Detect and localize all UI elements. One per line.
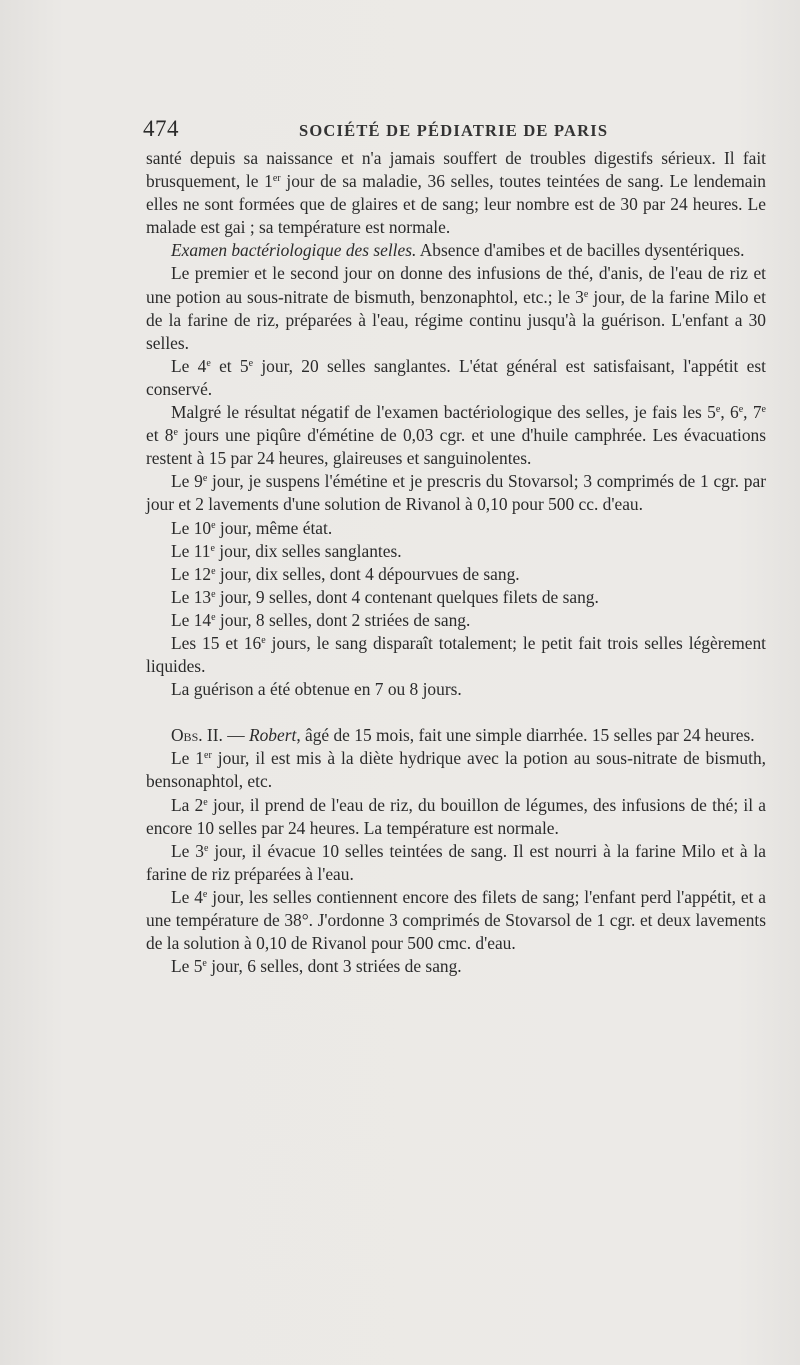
ordinal-suffix: er xyxy=(204,750,212,762)
ordinal-suffix: e xyxy=(738,404,744,416)
ordinal-suffix: e xyxy=(203,842,209,854)
ordinal-suffix: e xyxy=(206,357,211,369)
paragraph: santé depuis sa naissance et n'a jamais souffert de troubles digestifs sérieux. Il fait brusquement, le 1er jour de sa maladie, 36 selles, toutes teintées de sang. Le lendemain elles ne sont formées que de glaires et de sang; leur nombre est de 30 par 24 heures. Le malade est gai ; sa température est normale. xyxy=(146,148,766,238)
running-head: SOCIÉTÉ DE PÉDIATRIE DE PARIS xyxy=(299,121,609,140)
paragraph: Le 3e jour, il évacue 10 selles teintées de sang. Il est nourri à la farine Milo et à la farine de riz préparées à l'eau. xyxy=(146,840,767,884)
paragraph: Le 12e jour, dix selles, dont 4 dépourvues de sang. xyxy=(171,563,520,584)
ordinal-suffix: e xyxy=(583,288,589,300)
paragraph-text: , âgé de 15 mois, fait une simple diarrhée. 15 selles par 24 heures. xyxy=(296,725,755,746)
paragraph: Le 5e jour, 6 selles, dont 3 striées de sang. xyxy=(171,956,462,977)
ordinal-suffix: e xyxy=(202,473,208,485)
paragraph: Le 1er jour, il est mis à la diète hydrique avec la potion au sous-nitrate de bismuth, bensonaphtol, etc. xyxy=(146,748,766,792)
ordinal-suffix: e xyxy=(211,588,216,600)
observation-heading-paragraph xyxy=(146,724,766,747)
paragraph: Les 15 et 16e jours, le sang disparaît totalement; le petit fait trois selles légèrement liquides. xyxy=(146,632,767,677)
ordinal-suffix: e xyxy=(261,634,266,646)
paragraph xyxy=(146,239,766,262)
page-header xyxy=(143,116,763,142)
ordinal-suffix: e xyxy=(202,888,208,900)
paragraph: Le 4e et 5e jour, 20 selles sanglantes. L'état général est satisfaisant, l'appétit est conservé. xyxy=(146,355,766,399)
ordinal-suffix: e xyxy=(248,357,254,369)
paragraph: Le 14e jour, 8 selles, dont 2 striées de sang. xyxy=(171,609,471,630)
paragraph: Le 11e jour, dix selles sanglantes. xyxy=(171,540,402,561)
ordinal-suffix: e xyxy=(211,565,216,577)
paragraph: Le 9e jour, je suspens l'émétine et je prescris du Stovarsol; 3 comprimés de 1 cgr. par jour et 2 lavements d'une solution de Rivanol à 0,10 pour 500 cc. d'eau. xyxy=(146,471,767,515)
ordinal-suffix: e xyxy=(211,611,216,623)
ordinal-suffix: er xyxy=(272,173,281,185)
ordinal-suffix: e xyxy=(202,958,207,970)
ordinal-suffix: e xyxy=(203,796,208,808)
ordinal-suffix: e xyxy=(173,427,178,439)
paragraph: La guérison a été obtenue en 7 ou 8 jours. xyxy=(171,679,462,700)
paragraph-text: Absence d'amibes et de bacilles dysentériques. xyxy=(416,240,745,261)
page-number: 474 xyxy=(143,116,179,141)
section-gap xyxy=(146,701,766,724)
paragraph: Le 4e jour, les selles contiennent encore des filets de sang; l'enfant perd l'appétit, et a une température de 38°. J'ordonne 3 comprimés de Stovarsol de 1 cgr. et deux lavements de la solution à 0,10 de Rivanol pour 500 cmc. d'eau. xyxy=(146,886,766,954)
observation-label: Obs. II. xyxy=(171,725,223,746)
ordinal-suffix: e xyxy=(210,542,215,554)
italic-heading: Examen bactériologique des selles. xyxy=(171,240,417,261)
body-text xyxy=(146,147,766,978)
ordinal-suffix: e xyxy=(211,519,216,531)
paragraph: La 2e jour, il prend de l'eau de riz, du bouillon de légumes, des infusions de thé; il a encore 10 selles par 24 heures. La température est normale. xyxy=(146,794,766,838)
dash: — xyxy=(222,725,249,746)
ordinal-suffix: e xyxy=(761,404,766,416)
patient-name: Robert xyxy=(248,725,297,746)
ordinal-suffix: e xyxy=(715,404,721,416)
paragraph: Le 10e jour, même état. xyxy=(171,517,333,538)
paragraph: Malgré le résultat négatif de l'examen bactériologique des selles, je fais les 5e, 6e, 7e et 8e jours une piqûre d'émétine de 0,03 cgr. et une d'huile camphrée. Les évacuations restent à 15 par 24 heures, glaireuses et sanguinolentes. xyxy=(146,402,766,469)
paragraph: Le premier et le second jour on donne des infusions de thé, d'anis, de l'eau de riz et une potion au sous-nitrate de bismuth, benzonaphtol, etc.; le 3e jour, de la farine Milo et de la farine de riz, préparées à l'eau, régime continu jusqu'à la guérison. L'enfant a 30 selles. xyxy=(146,263,766,353)
paragraph: Le 13e jour, 9 selles, dont 4 contenant quelques filets de sang. xyxy=(171,586,599,607)
